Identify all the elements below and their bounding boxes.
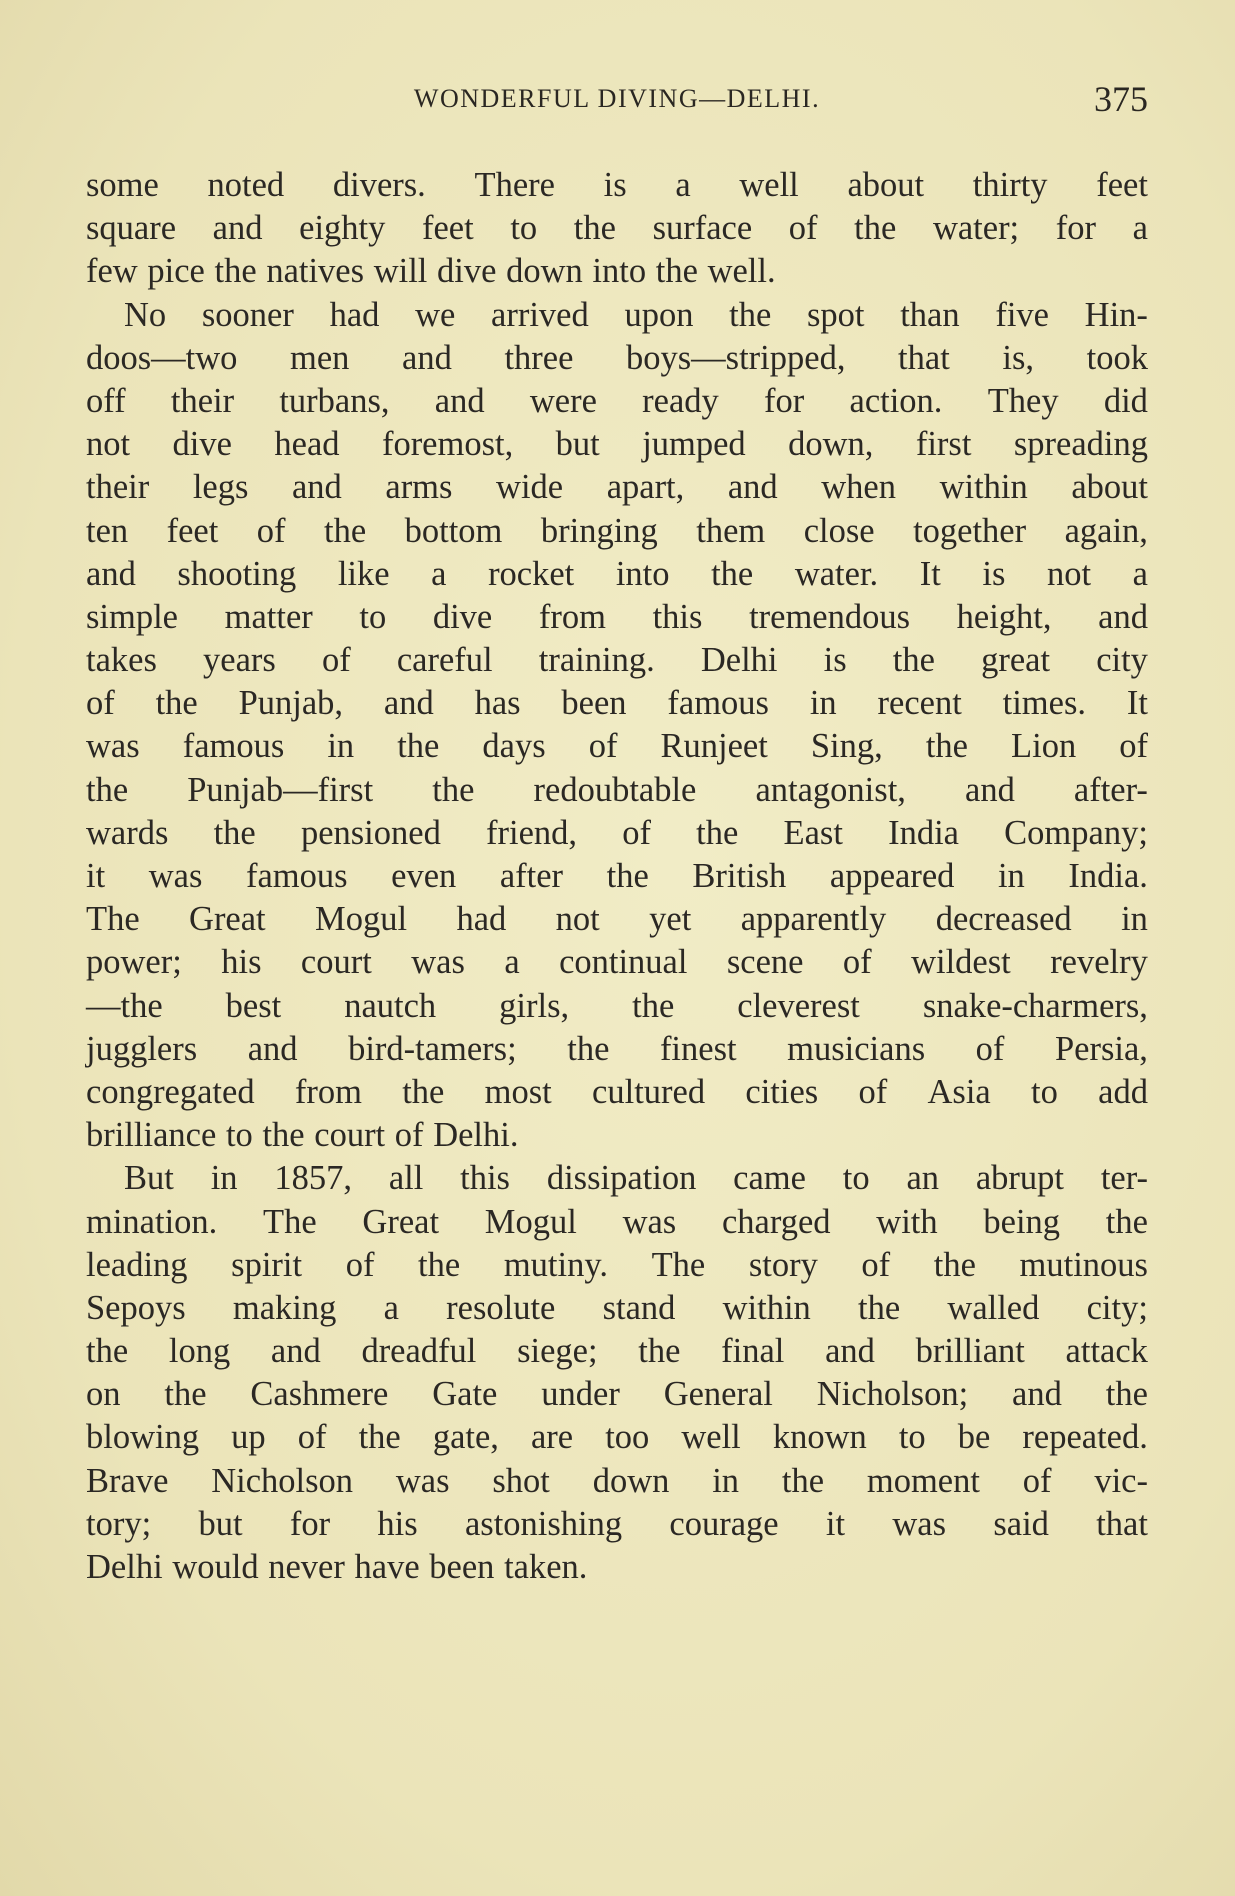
- text-line: on the Cashmere Gate under General Nicholson; and the: [86, 1375, 1148, 1414]
- text-line: tory; but for his astonishing courage it was said that: [86, 1504, 1148, 1543]
- text-line: jugglers and bird-tamers; the finest musicians of Persia,: [86, 1029, 1148, 1068]
- text-line: power; his court was a continual scene of wildest revelry: [86, 943, 1148, 982]
- text-line: —the best nautch girls, the cleverest snake-charmers,: [86, 986, 1148, 1025]
- text-line: the Punjab—first the redoubtable antagonist, and after-: [86, 770, 1148, 809]
- text-line: it was famous even after the British appeared in India.: [86, 857, 1148, 895]
- running-header: [86, 78, 1148, 128]
- running-title: WONDERFUL DIVING—DELHI.: [413, 84, 821, 113]
- text-line: Brave Nicholson was shot down in the moment of vic-: [86, 1461, 1148, 1500]
- text-line: congregated from the most cultured cities of Asia to add: [86, 1072, 1148, 1111]
- text-line: leading spirit of the mutiny. The story of the mutinous: [86, 1245, 1148, 1284]
- text-line: the long and dreadful siege; the final and brilliant attack: [86, 1332, 1148, 1371]
- text-line: their legs and arms wide apart, and when within about: [86, 468, 1148, 507]
- text-line: wards the pensioned friend, of the East India Company;: [86, 813, 1148, 852]
- body-text: [86, 164, 1148, 1589]
- text-line: of the Punjab, and has been famous in recent times. It: [86, 684, 1148, 723]
- text-line: Delhi would never have been taken.: [86, 1548, 588, 1586]
- paragraph: [86, 1157, 1148, 1589]
- text-line: Sepoys making a resolute stand within the walled city;: [86, 1288, 1148, 1327]
- page-number: 375: [1094, 79, 1148, 119]
- text-line: ten feet of the bottom bringing them close together again,: [86, 511, 1148, 550]
- paragraph: [86, 294, 1148, 1158]
- text-line: and shooting like a rocket into the water. It is not a: [86, 554, 1148, 593]
- text-line: No sooner had we arrived upon the spot than five Hin-: [124, 295, 1148, 334]
- text-line: not dive head foremost, but jumped down, first spreading: [86, 425, 1148, 464]
- text-line: simple matter to dive from this tremendous height, and: [86, 597, 1148, 636]
- text-line: blowing up of the gate, are too well known to be repeated.: [86, 1418, 1148, 1457]
- text-line: square and eighty feet to the surface of the water; for a: [86, 209, 1148, 248]
- text-line: The Great Mogul had not yet apparently decreased in: [86, 900, 1148, 939]
- text-line: brilliance to the court of Delhi.: [86, 1116, 519, 1155]
- text-line: But in 1857, all this dissipation came to an abrupt ter-: [124, 1159, 1148, 1198]
- text-line: mination. The Great Mogul was charged with being the: [86, 1202, 1148, 1241]
- text-line: off their turbans, and were ready for action. They did: [86, 381, 1148, 420]
- text-line: was famous in the days of Runjeet Sing, the Lion of: [86, 727, 1148, 766]
- text-line: doos—two men and three boys—stripped, that is, took: [86, 338, 1148, 377]
- text-line: few pice the natives will dive down into the well.: [86, 252, 776, 291]
- text-line: some noted divers. There is a well about thirty feet: [86, 166, 1148, 204]
- text-line: takes years of careful training. Delhi is the great city: [86, 641, 1148, 680]
- paragraph: [86, 164, 1148, 294]
